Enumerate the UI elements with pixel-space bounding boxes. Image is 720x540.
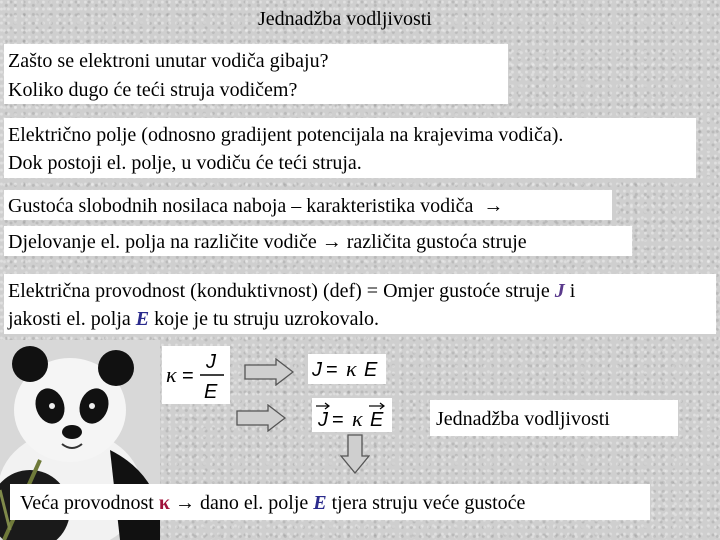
density-label: Gustoća slobodnih nosilaca naboja – karakteristika vodiča xyxy=(8,195,474,217)
definition-line2-pre: jakosti el. polja xyxy=(8,308,131,330)
effect-text xyxy=(8,230,527,255)
formula-ohm-vector xyxy=(312,398,392,432)
arrow-right-icon: → xyxy=(321,231,347,253)
equation-label: Jednadžba vodljivosti xyxy=(436,408,610,430)
conclusion-mid: dano el. polje xyxy=(199,492,309,514)
formula-J: J xyxy=(312,359,322,381)
answer-1: Električno polje (odnosno gradijent potencijala na krajevima vodiča). xyxy=(8,124,564,146)
formula-kappa-definition xyxy=(162,346,230,404)
slide-title: Jednadžba vodljivosti xyxy=(258,8,432,30)
formula-E: E xyxy=(204,381,218,403)
conclusion-pre: Veća provodnost xyxy=(20,492,154,514)
formula-J: J xyxy=(318,409,328,431)
answer-2: Dok postoji el. polje, u vodiču će teći struja. xyxy=(8,152,362,174)
definition-line-2 xyxy=(8,307,379,332)
formula-kappa: κ xyxy=(166,362,177,387)
definition-line-1 xyxy=(8,279,575,304)
question-2: Koliko dugo će teći struja vodičem? xyxy=(8,79,298,101)
formula-kappa: κ xyxy=(352,406,363,431)
symbol-E: E xyxy=(313,492,327,514)
block-arrow-right-icon xyxy=(244,358,294,386)
formula-equals: = xyxy=(182,365,194,387)
conclusion-text xyxy=(20,491,525,516)
definition-line2-post: koje je tu struju uzrokovalo. xyxy=(154,308,380,330)
formula-equals: = xyxy=(326,359,338,381)
symbol-E: E xyxy=(135,308,150,330)
question-1: Zašto se elektroni unutar vodiča gibaju? xyxy=(8,50,329,72)
formula-kappa: κ xyxy=(346,356,357,381)
definition-i: i xyxy=(569,280,576,302)
formula-ohm-scalar xyxy=(308,354,386,384)
symbol-J: J xyxy=(554,280,565,302)
formula-E: E xyxy=(364,359,378,381)
arrow-right-icon: → xyxy=(174,492,200,514)
block-arrow-right-icon xyxy=(236,404,286,432)
symbol-kappa: κ xyxy=(158,492,170,514)
formula-J: J xyxy=(206,351,216,373)
formula-equals: = xyxy=(332,409,344,431)
conclusion-post: tjera struju veće gustoće xyxy=(331,492,526,514)
definition-pre: Električna provodnost (konduktivnost) (def) = Omjer gustoće struje xyxy=(8,280,550,302)
formula-E: E xyxy=(370,409,384,431)
effect-label-pre: Djelovanje el. polja na različite vodiče xyxy=(8,231,317,253)
arrow-right-icon: → xyxy=(478,195,504,217)
effect-label-post: različita gustoća struje xyxy=(346,231,527,253)
block-arrow-down-icon xyxy=(340,434,370,474)
density-text xyxy=(8,194,503,219)
